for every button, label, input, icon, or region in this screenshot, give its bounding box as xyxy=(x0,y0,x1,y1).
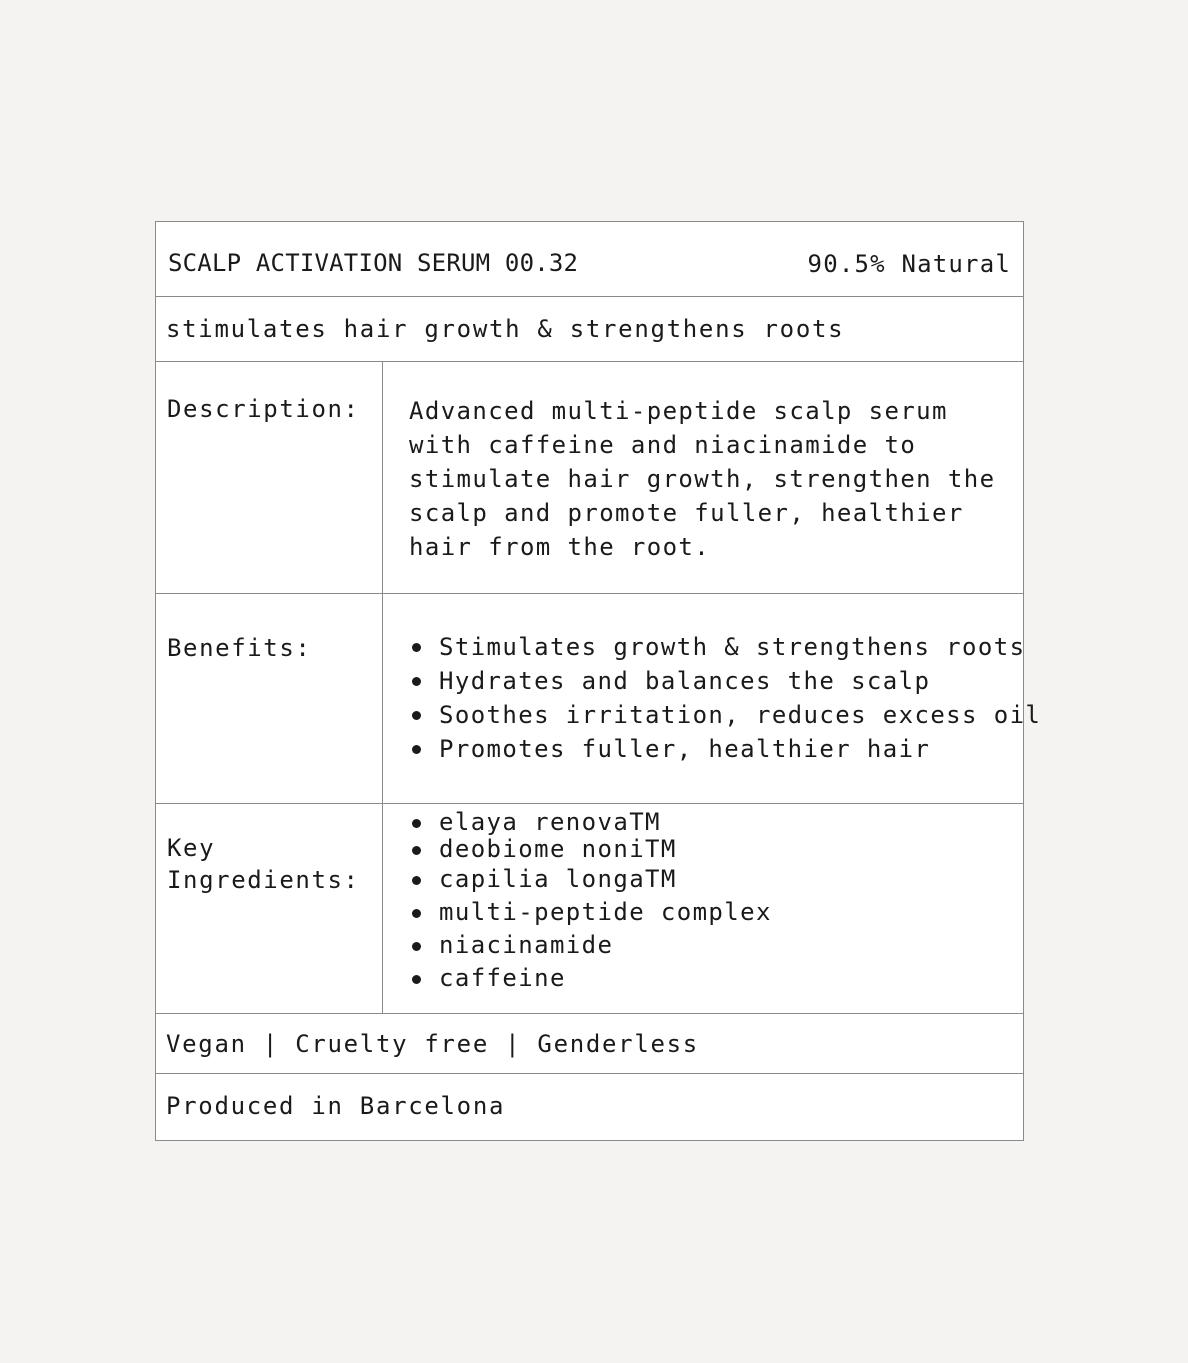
description-text: Advanced multi-peptide scalp serum with caffeine and niacinamide to stimulate hair growth, strengthen the scalp and promote fuller, healthier hair from the root. xyxy=(409,397,996,561)
ingredients-label xyxy=(167,832,360,896)
ingredients-row xyxy=(156,804,1023,1014)
natural-percentage: 90.5% Natural xyxy=(807,250,1011,278)
description-label: Description: xyxy=(167,395,360,423)
tagline-row xyxy=(156,297,1023,362)
ingredients-label-line2: Ingredients: xyxy=(167,866,360,894)
label-header xyxy=(156,222,1023,297)
ingredient-item: niacinamide xyxy=(409,929,772,962)
benefits-row xyxy=(156,594,1042,804)
ingredients-label-line1: Key xyxy=(167,834,216,862)
product-claims: Vegan | Cruelty free | Genderless xyxy=(166,1030,699,1058)
product-title: SCALP ACTIVATION SERUM 00.32 xyxy=(168,249,579,277)
benefit-item: Soothes irritation, reduces excess oil xyxy=(409,698,1041,732)
origin-row xyxy=(156,1074,1023,1142)
ingredients-list xyxy=(409,809,772,995)
column-divider xyxy=(382,804,383,1013)
product-label-card xyxy=(155,221,1042,1141)
column-divider xyxy=(382,594,383,803)
production-origin: Produced in Barcelona xyxy=(166,1092,506,1120)
column-divider xyxy=(382,362,383,593)
ingredient-item: elaya renovaTM xyxy=(409,809,772,836)
ingredient-item: caffeine xyxy=(409,962,772,995)
benefit-item: Stimulates growth & strengthens roots xyxy=(409,630,1041,664)
benefit-item: Promotes fuller, healthier hair xyxy=(409,732,1041,766)
ingredient-item: multi-peptide complex xyxy=(409,896,772,929)
description-row xyxy=(156,362,1023,594)
benefits-list xyxy=(409,630,1041,766)
benefits-label: Benefits: xyxy=(167,634,312,662)
claims-row xyxy=(156,1014,1023,1074)
ingredient-item: capilia longaTM xyxy=(409,863,772,896)
benefit-item: Hydrates and balances the scalp xyxy=(409,664,1041,698)
ingredient-item: deobiome noniTM xyxy=(409,836,772,863)
product-tagline: stimulates hair growth & strengthens roots xyxy=(166,315,845,343)
